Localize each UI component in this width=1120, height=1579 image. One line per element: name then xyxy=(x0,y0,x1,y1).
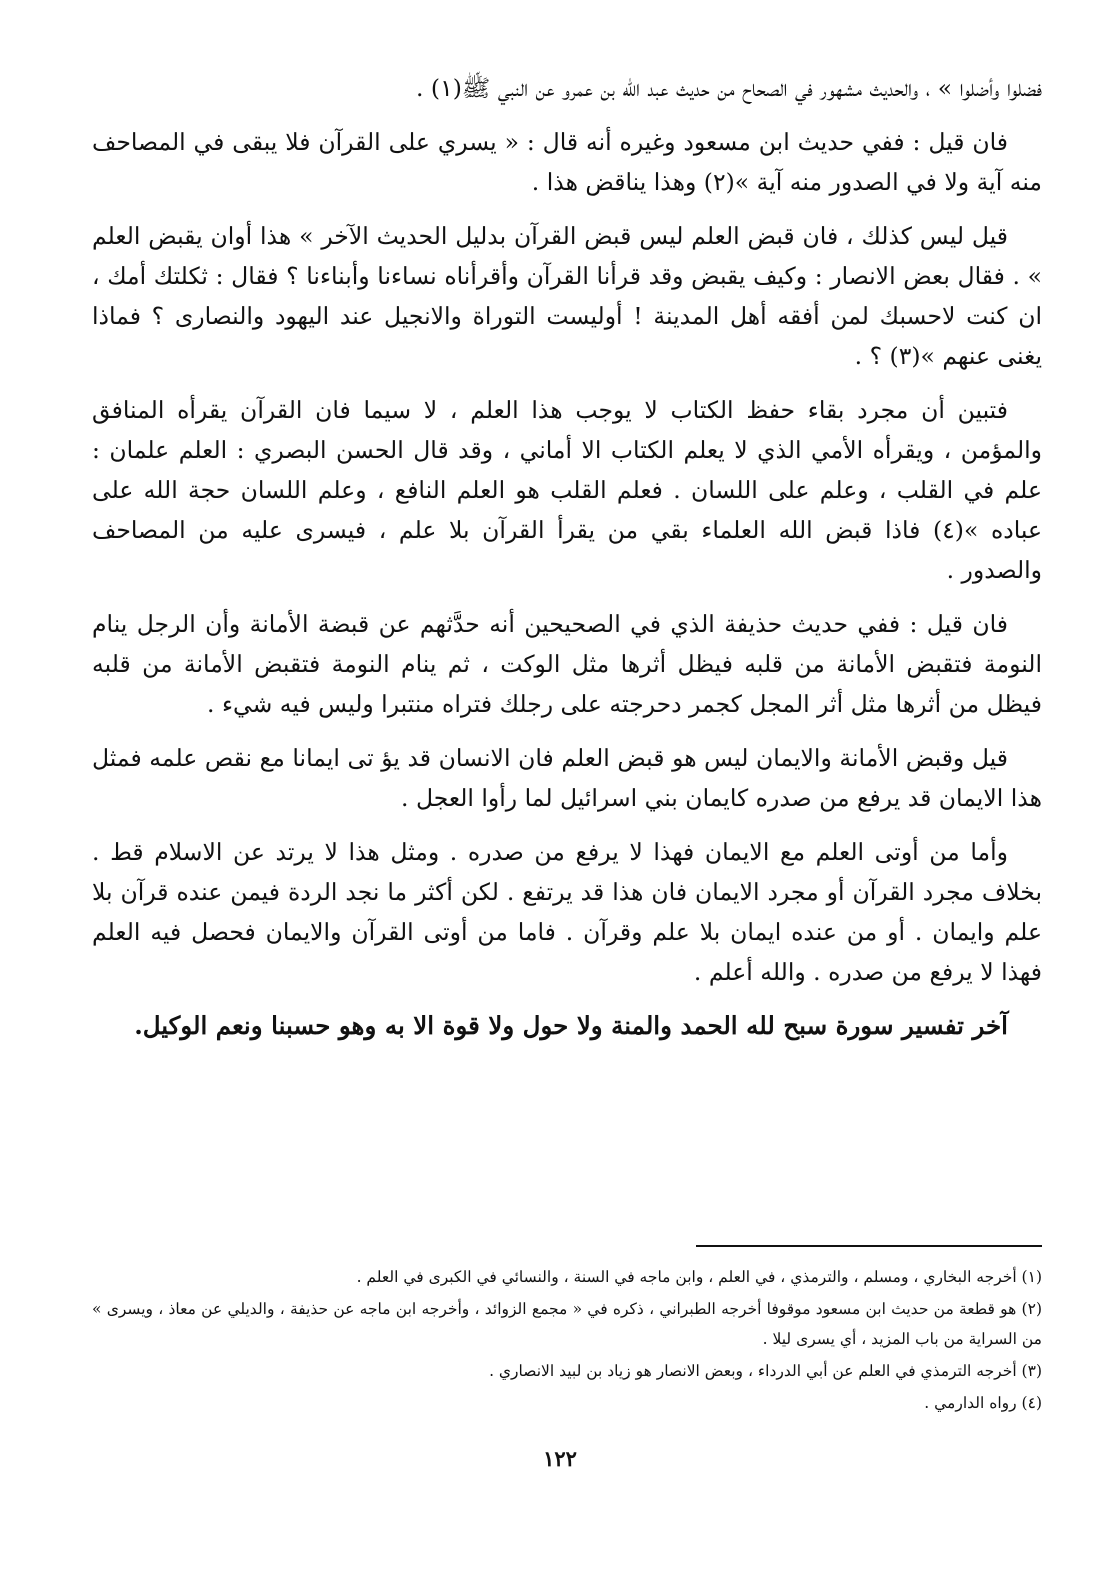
footnote-divider xyxy=(696,1245,1042,1247)
paragraph-2: فان قيل : ففي حديث ابن مسعود وغيره أنه قال : « يسري على القرآن فلا يبقى في المصاحف منه آية ولا في الصدور منه آية »(٢) وهذا يناقض هذا . xyxy=(92,128,1042,196)
footnote-2: (٢) هو قطعة من حديث ابن مسعود موقوفا أخرجه الطبراني ، ذكره في « مجمع الزوائد ، وأخرجه ابن ماجه عن حذيفة ، والديلي عن معاذ ، ويسرى » من السراية من باب المزيد ، أي يسرى ليلا . xyxy=(92,1300,1042,1348)
footnote-1: (١) أخرجه البخاري ، ومسلم ، والترمذي ، في العلم ، وابن ماجه في السنة ، والنسائي في الكبرى في العلم . xyxy=(356,1268,1042,1286)
paragraph-1: فضلوا وأضلوا » ، والحديث مشهور في الصحاح من حديث عبد الله بن عمرو عن النبي ﷺ(١) . xyxy=(415,74,1042,102)
paragraph-3: قيل ليس كذلك ، فان قبض العلم ليس قبض القرآن بدليل الحديث الآخر » هذا أوان يقبض العلم » . فقال بعض الانصار : وكيف يقبض وقد قرأنا القرآن وأقرأناه نساءنا وأبناءنا ؟ فقال : ثكلتك أمك ، ان كنت لاحسبك لمن أفقه أهل المدينة ! أوليست التوراة والانجيل عند اليهود والنصارى ؟ فماذا يغنى عنهم »(٣) ؟ . xyxy=(92,222,1042,370)
footnotes xyxy=(92,1262,1042,1420)
page-number: ١٢٢ xyxy=(543,1446,577,1471)
paragraph-7: وأما من أوتى العلم مع الايمان فهذا لا يرفع من صدره . ومثل هذا لا يرتد عن الاسلام قط . بخلاف مجرد القرآن أو مجرد الايمان فان هذا قد يرتفع . لكن أكثر ما نجد الردة فيمن عنده قرآن بلا علم وايمان . أو من عنده ايمان بلا علم وقرآن . فاما من أوتى القرآن والايمان فحصل فيه العلم فهذا لا يرفع من صدره . والله أعلم . xyxy=(92,838,1042,986)
paragraph-4: فتبين أن مجرد بقاء حفظ الكتاب لا يوجب هذا العلم ، لا سيما فان القرآن يقرأه المنافق والمؤمن ، ويقرأه الأمي الذي لا يعلم الكتاب الا أماني ، وقد قال الحسن البصري : العلم علمان : علم في القلب ، وعلم على اللسان . فعلم القلب هو العلم النافع ، وعلم اللسان حجة الله على عباده »(٤) فاذا قبض الله العلماء بقي من يقرأ القرآن بلا علم ، فيسرى عليه من المصاحف والصدور . xyxy=(92,396,1042,584)
paragraph-5: فان قيل : ففي حديث حذيفة الذي في الصحيحين أنه حدَّثهم عن قبضة الأمانة وأن الرجل ينام النومة فتقبض الأمانة من قلبه فيظل أثرها مثل الوكت ، ثم ينام النومة فتقبض الأمانة من قلبه فيظل من أثرها مثل أثر المجل كجمر دحرجته على رجلك فتراه منتبرا وليس فيه شيء . xyxy=(92,610,1042,718)
paragraph-6: قيل وقبض الأمانة والايمان ليس هو قبض العلم فان الانسان قد يؤ تى ايمانا مع نقص علمه فمثل هذا الايمان قد يرفع من صدره كايمان بني اسرائيل لما رأوا العجل . xyxy=(92,744,1042,812)
footnote-3: (٣) أخرجه الترمذي في العلم عن أبي الدرداء ، وبعض الانصار هو زياد بن لبيد الانصاري . xyxy=(489,1362,1042,1380)
footnote-4: (٤) رواه الدارمي . xyxy=(924,1394,1042,1412)
closing-line: آخر تفسير سورة سبح لله الحمد والمنة ولا حول ولا قوة الا به وهو حسبنا ونعم الوكيل. xyxy=(134,1011,1008,1040)
